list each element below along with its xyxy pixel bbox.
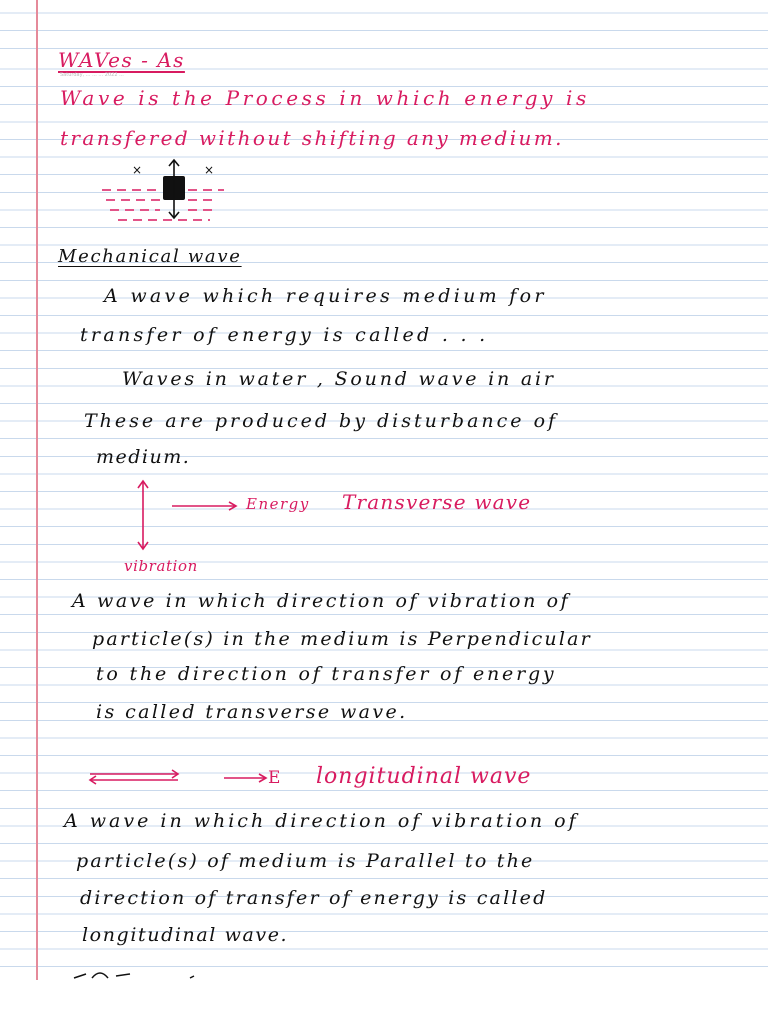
energy-label: Energy [246,495,310,513]
margin-line [36,0,38,980]
mechanical-line-4: These are produced by disturbance of [84,410,559,432]
transverse-line-1: A wave in which direction of vibration of [72,590,571,612]
transverse-wave-title: Transverse wave [342,490,532,514]
longitudinal-line-3: direction of transfer of energy is called [80,887,548,909]
longitudinal-wave-diagram [88,764,288,792]
page-title: WAVes - As [58,48,185,72]
cut-off-handwriting [70,966,230,980]
longitudinal-wave-title: longitudinal wave [316,764,532,789]
transverse-line-2: particle(s) in the medium is Perpendicular [92,628,592,650]
vibration-label: vibration [124,557,198,575]
longitudinal-line-2: particle(s) of medium is Parallel to the [76,850,535,872]
mechanical-wave-heading: Mechanical wave [58,246,242,267]
longitudinal-line-4: longitudinal wave. [82,924,289,946]
mechanical-line-5: medium. [96,446,191,468]
longitudinal-line-1: A wave in which direction of vibration of [64,810,579,832]
page-bottom-blank [0,980,768,1024]
definition-line-2: transfered without shifting any medium. [60,126,564,150]
mechanical-line-1: A wave which requires medium for [104,285,547,307]
transverse-wave-diagram [128,478,248,554]
mechanical-line-3: Waves in water , Sound wave in air [122,368,556,390]
transverse-line-4: is called transverse wave. [96,701,408,723]
svg-text:×: × [204,163,215,177]
timestamp: Saturday, ... ... ... 2022 ... [60,72,124,78]
transverse-line-3: to the direction of transfer of energy [96,663,557,685]
definition-line-1: Wave is the Process in which energy is [60,86,590,110]
floating-object-sketch [100,158,230,228]
mechanical-line-2: transfer of energy is called . . . [80,324,489,346]
e-label: E [268,768,282,788]
svg-text:×: × [132,163,143,177]
